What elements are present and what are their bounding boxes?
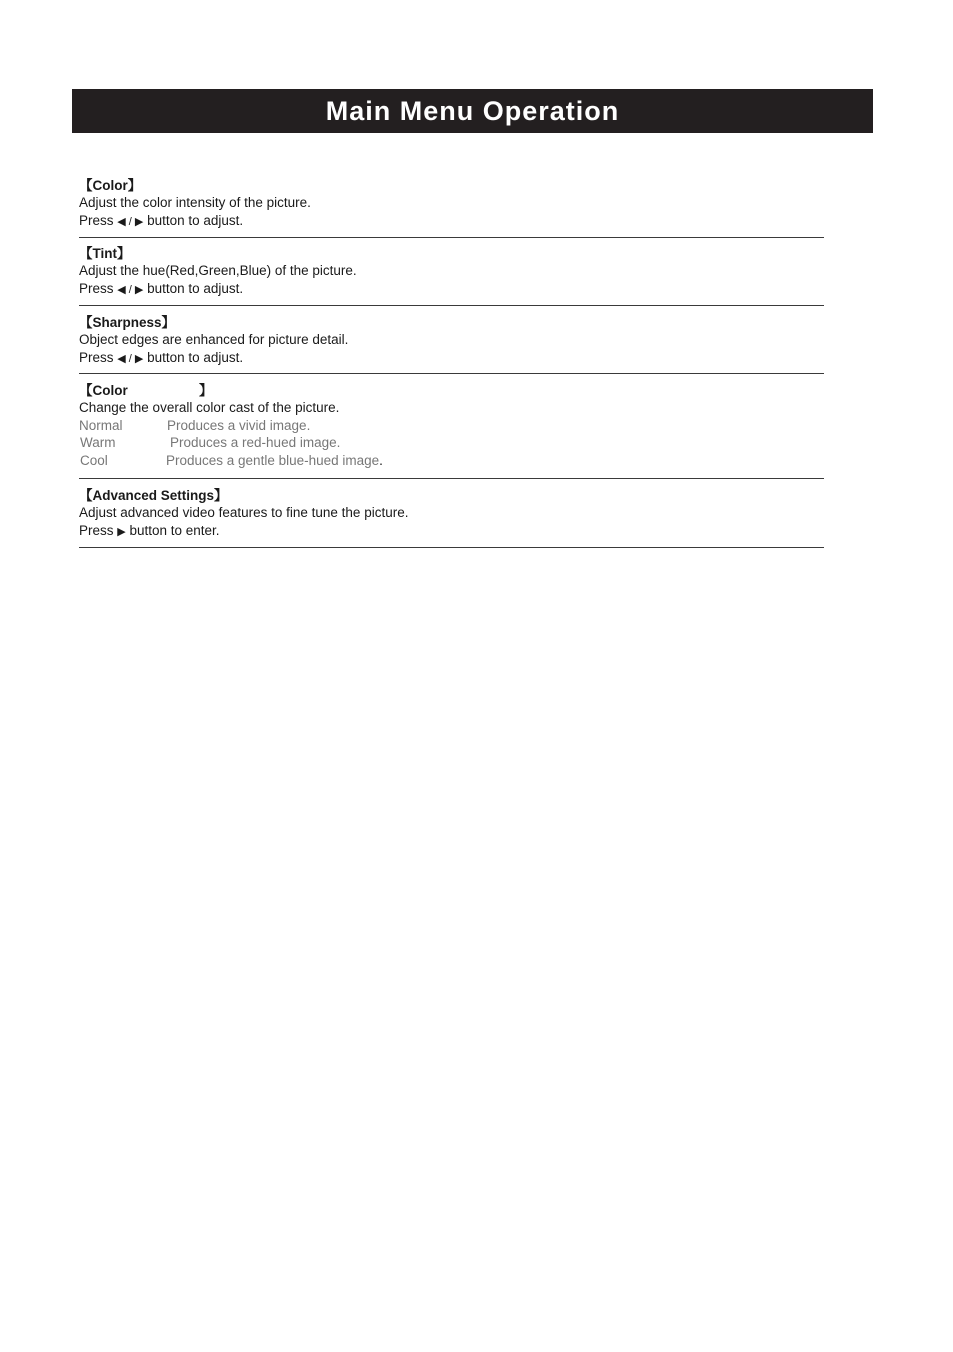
left-right-arrows-icon: ◀ / ▶ — [117, 352, 144, 365]
section-description: Adjust the hue(Red,Green,Blue) of the picture. — [79, 263, 357, 278]
section-description: Adjust advanced video features to fine tune the picture. — [79, 505, 409, 520]
section-heading-sharpness: 【Sharpness】 — [79, 315, 176, 330]
section-description: Adjust the color intensity of the picture. — [79, 195, 311, 210]
option-name: Normal — [79, 417, 123, 433]
section-sharpness — [79, 314, 824, 366]
press-instruction — [79, 522, 824, 540]
section-description: Change the overall color cast of the picture. — [79, 400, 340, 415]
press-suffix: button to adjust. — [143, 280, 244, 296]
section-heading-advanced-settings: 【Advanced Settings】 — [79, 488, 228, 503]
section-heading-color: 【Color】 — [79, 178, 142, 193]
section-tint — [79, 245, 824, 297]
press-instruction — [79, 212, 824, 230]
option-name: Warm — [80, 435, 116, 450]
press-prefix: Press — [79, 212, 118, 228]
section-divider — [79, 237, 824, 238]
option-name: Cool — [80, 452, 108, 468]
option-normal — [79, 417, 824, 435]
page-title: Main Menu Operation — [325, 95, 620, 126]
left-right-arrows-icon: ◀ / ▶ — [117, 215, 144, 228]
press-prefix: Press — [79, 280, 118, 296]
press-suffix: button to enter. — [125, 522, 220, 538]
press-suffix: button to adjust. — [143, 349, 244, 365]
page-title-bar — [72, 89, 873, 133]
option-description: Produces a vivid image. — [167, 417, 311, 433]
option-description — [166, 452, 383, 470]
section-advanced-settings — [79, 487, 824, 539]
left-right-arrows-icon: ◀ / ▶ — [117, 283, 144, 296]
section-description: Object edges are enhanced for picture detail. — [79, 332, 349, 347]
section-divider — [79, 547, 824, 548]
option-cool — [79, 452, 824, 470]
section-divider — [79, 373, 824, 374]
section-heading-color-temperature: 【Color 】 — [79, 383, 213, 398]
section-divider — [79, 305, 824, 306]
option-description-text: Produces a gentle blue-hued image — [166, 452, 380, 468]
section-color — [79, 177, 824, 229]
section-divider — [79, 478, 824, 479]
press-suffix: button to adjust. — [143, 212, 244, 228]
option-warm — [79, 434, 824, 452]
press-instruction — [79, 349, 824, 367]
section-heading-tint: 【Tint】 — [79, 246, 131, 261]
option-description-period: . — [379, 452, 383, 468]
press-prefix: Press — [79, 522, 118, 538]
right-arrow-icon: ▶ — [117, 525, 126, 538]
section-color-temperature — [79, 382, 824, 469]
option-description: Produces a red-hued image. — [170, 435, 341, 450]
press-instruction — [79, 280, 824, 298]
press-prefix: Press — [79, 349, 118, 365]
